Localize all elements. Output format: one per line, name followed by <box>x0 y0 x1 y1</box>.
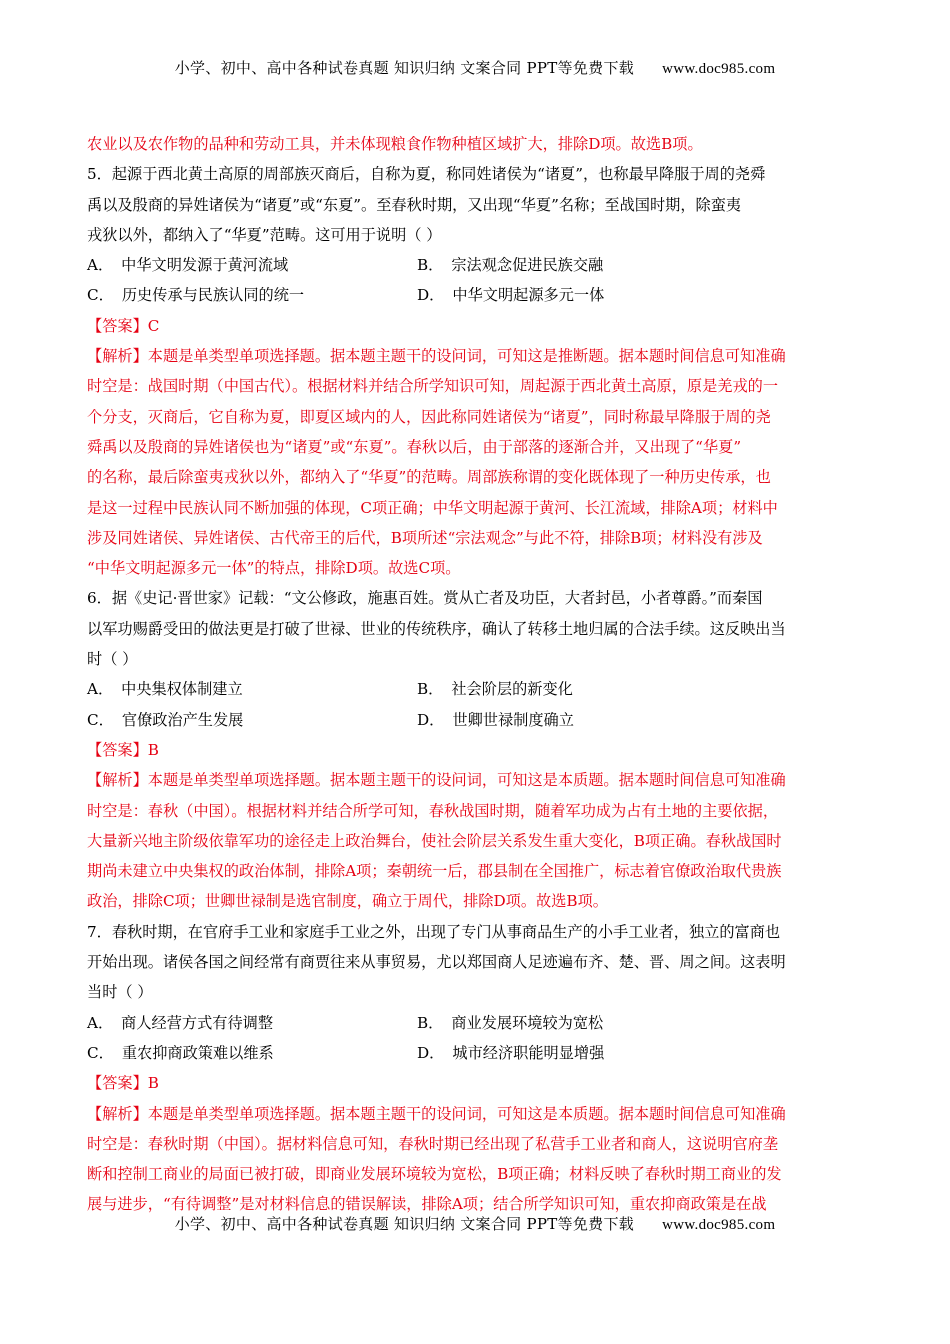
question-stem-line: 6．据《史记·晋世家》记载：“文公修政，施惠百姓。赏从亡者及功臣，大者封邑，小者尊爵。”而秦国 <box>87 589 763 608</box>
option-c <box>87 705 417 735</box>
question-stem-line: 戎狄以外，都纳入了“华夏”范畴。这可用于说明（ ） <box>87 225 442 244</box>
option-a <box>87 674 417 704</box>
question-5 <box>87 159 865 583</box>
option-text: 宗法观念促进民族交融 <box>451 256 604 275</box>
options-row <box>87 1008 865 1038</box>
option-a <box>87 1008 417 1038</box>
option-d <box>417 1038 747 1068</box>
question-stem-line: 当时（ ） <box>87 983 153 1002</box>
option-a <box>87 250 417 280</box>
option-text: 中华文明起源多元一体 <box>452 286 605 305</box>
document-body <box>87 129 865 1220</box>
option-d <box>417 280 747 310</box>
option-letter: A． <box>87 256 114 275</box>
analysis-line: 【解析】本题是单类型单项选择题。据本题主题干的设问词，可知这是本质题。据本题时间信息可知准确 <box>87 771 786 790</box>
option-d <box>417 705 747 735</box>
analysis-line: 个分支，灭商后，它自称为夏，即夏区域内的人，因此称同姓诸侯为“诸夏”，同时称最早降服于周的尧 <box>87 407 771 426</box>
page-header <box>0 57 950 78</box>
option-letter: B． <box>417 680 444 699</box>
option-text: 世卿世禄制度确立 <box>452 710 574 729</box>
option-text: 官僚政治产生发展 <box>121 710 244 729</box>
analysis-line: 断和控制工商业的局面已被打破，即商业发展环境较为宽松，B项正确；材料反映了春秋时期工商业的发 <box>87 1165 782 1184</box>
option-letter: B． <box>417 256 444 275</box>
analysis-line: 【解析】本题是单类型单项选择题。据本题主题干的设问词，可知这是推断题。据本题时间信息可知准确 <box>87 347 786 366</box>
analysis-line: 舜禹以及殷商的异姓诸侯也为“诸夏”或“东夏”。春秋以后，由于部落的逐渐合并，又出现了“华夏” <box>87 437 742 456</box>
question-stem-line: 时（ ） <box>87 650 138 669</box>
analysis-line: 展与进步，“有待调整”是对材料信息的错误解读，排除A项；结合所学知识可知，重农抑商政策是在战 <box>87 1195 767 1214</box>
question-stem-line: 禹以及殷商的异姓诸侯为“诸夏”或“东夏”。至春秋时期，又出现“华夏”名称；至战国时期，除蛮夷 <box>87 195 742 214</box>
analysis-line: 的名称，最后除蛮夷戎狄以外，都纳入了“华夏”的范畴。周部族称谓的变化既体现了一种历史传承，也 <box>87 468 771 487</box>
question-stem-line: 7．春秋时期，在官府手工业和家庭手工业之外，出现了专门从事商品生产的小手工业者，独立的富商也 <box>87 922 781 941</box>
analysis-line: 时空是：春秋（中国）。根据材料并结合所学可知，春秋战国时期，随着军功成为占有土地的主要依据， <box>87 801 779 820</box>
analysis-line: 【解析】本题是单类型单项选择题。据本题主题干的设问词，可知这是本质题。据本题时间信息可知准确 <box>87 1104 786 1123</box>
header-text: 小学、初中、高中各种试卷真题 知识归纳 文案合同 PPT等免费下载 <box>174 59 635 77</box>
option-letter: D． <box>417 286 445 305</box>
option-c <box>87 280 417 310</box>
question-stem-line: 开始出现。诸侯各国之间经常有商贾往来从事贸易，尤以郑国商人足迹遍布齐、楚、晋、周之间。这表明 <box>87 953 786 972</box>
question-stem-line: 5．起源于西北黄土高原的周部族灭商后，自称为夏，称同姓诸侯为“诸夏”，也称最早降服于周的尧舜 <box>87 165 766 184</box>
options-row <box>87 250 865 280</box>
option-letter: D． <box>417 710 445 729</box>
options-row <box>87 280 865 310</box>
option-text: 商人经营方式有待调整 <box>121 1013 274 1032</box>
option-b <box>417 250 747 280</box>
answer-line: 【答案】C <box>87 316 160 335</box>
question-7 <box>87 917 865 1220</box>
option-text: 历史传承与民族认同的统一 <box>121 286 305 305</box>
options-row <box>87 705 865 735</box>
analysis-line: 时空是：春秋时期（中国）。据材料信息可知，春秋时期已经出现了私营手工业者和商人，这说明官府垄 <box>87 1134 779 1153</box>
answer-line: 【答案】B <box>87 740 159 759</box>
analysis-line: 大量新兴地主阶级依靠军功的途径走上政治舞台，使社会阶层关系发生重大变化，B项正确。春秋战国时 <box>87 831 782 850</box>
option-letter: A． <box>87 1013 114 1032</box>
question-stem-line: 以军功赐爵受田的做法更是打破了世禄、世业的传统秩序，确认了转移土地归属的合法手续。这反映出当 <box>87 619 786 638</box>
footer-text: 小学、初中、高中各种试卷真题 知识归纳 文案合同 PPT等免费下载 <box>174 1215 635 1233</box>
option-letter: C． <box>87 710 114 729</box>
analysis-line: 是这一过程中民族认同不断加强的体现，C项正确；中华文明起源于黄河、长江流域，排除A项；材料中 <box>87 498 778 517</box>
analysis-line: 农业以及农作物的品种和劳动工具，并未体现粮食作物种植区域扩大，排除D项。故选B项。 <box>87 135 703 153</box>
analysis-line: 政治，排除C项；世卿世禄制是选官制度，确立于周代，排除D项。故选B项。 <box>87 892 608 911</box>
analysis-line: 时空是：战国时期（中国古代）。根据材料并结合所学知识可知，周起源于西北黄土高原，原是羌戎的一 <box>87 377 779 396</box>
question-6 <box>87 583 865 916</box>
option-text: 中华文明发源于黄河流域 <box>121 256 289 275</box>
analysis-line: 期尚未建立中央集权的政治体制，排除A项；秦朝统一后，郡县制在全国推广，标志着官僚政治取代贵族 <box>87 862 782 881</box>
options-row <box>87 674 865 704</box>
options-row <box>87 1038 865 1068</box>
option-text: 城市经济职能明显增强 <box>452 1043 605 1062</box>
footer-site-link[interactable]: www.doc985.com <box>662 1217 776 1233</box>
analysis-line: 涉及同姓诸侯、异姓诸侯、古代帝王的后代，B项所述“宗法观念”与此不符，排除B项；材料没有涉及 <box>87 528 763 547</box>
option-c <box>87 1038 417 1068</box>
option-b <box>417 674 747 704</box>
option-b <box>417 1008 747 1038</box>
option-letter: A． <box>87 680 114 699</box>
option-text: 商业发展环境较为宽松 <box>451 1013 604 1032</box>
option-text: 重农抑商政策难以维系 <box>121 1043 274 1062</box>
option-letter: C． <box>87 1043 114 1062</box>
option-letter: B． <box>417 1013 444 1032</box>
answer-line: 【答案】B <box>87 1074 159 1093</box>
page-footer <box>0 1213 950 1234</box>
option-text: 中央集权体制建立 <box>121 680 243 699</box>
analysis-line: “中华文明起源多元一体”的特点，排除D项。故选C项。 <box>87 559 461 578</box>
option-letter: D． <box>417 1043 445 1062</box>
option-text: 社会阶层的新变化 <box>451 680 573 699</box>
option-letter: C． <box>87 286 114 305</box>
header-site-link[interactable]: www.doc985.com <box>662 61 776 77</box>
